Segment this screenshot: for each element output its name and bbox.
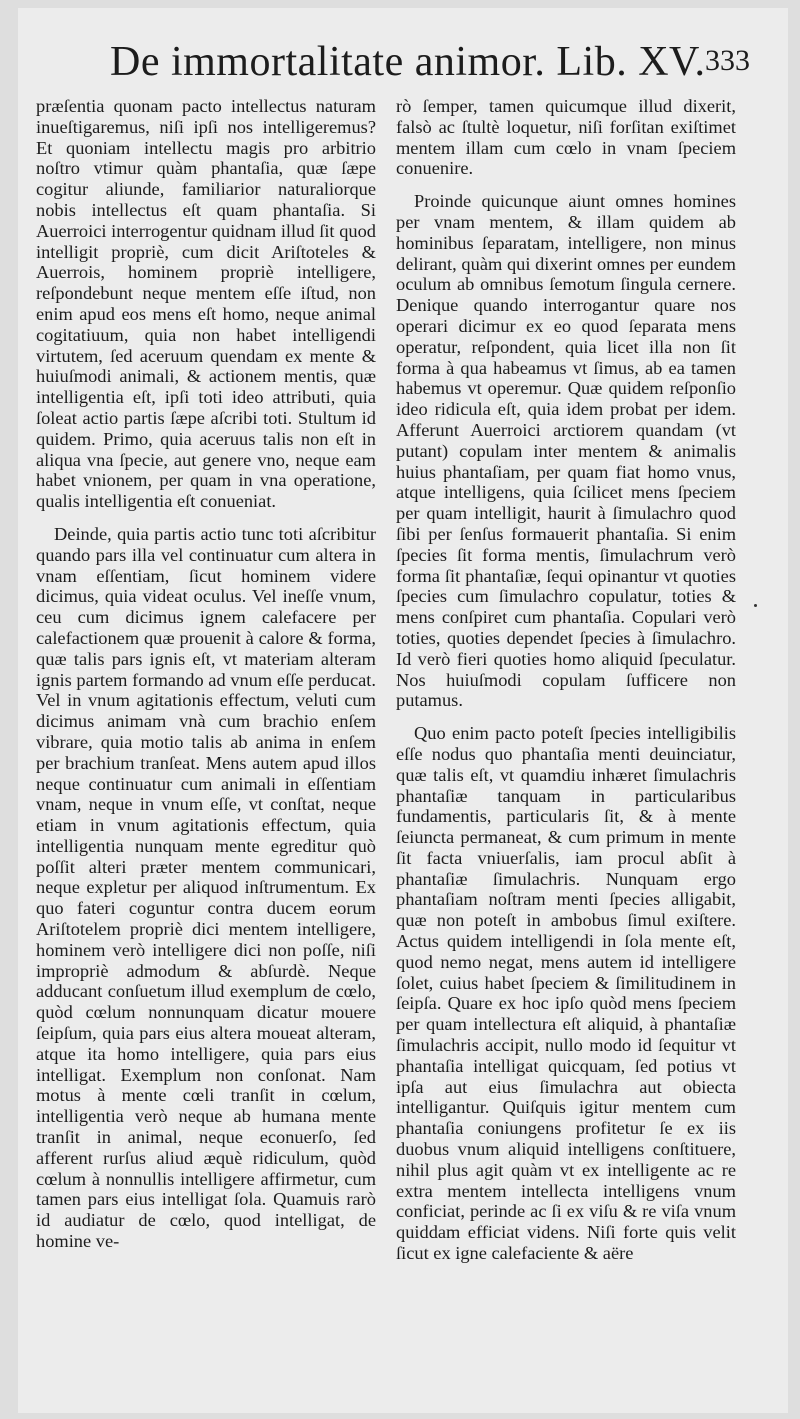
paragraph: Deinde, quia partis actio tunc toti aſcribitur quando pars illa vel continuatur cum altera in vnam eſſentiam, ſicut hominem videre dicimus, quia videat oculus. Vel ineſſe vnum, ceu cum dicimus ignem calefacere per calefactionem quæ prouenit à calore & forma, quæ talis pars ignis eſt, vt materiam alteram ignis partem formando ad vnum eſſe perducat. Vel in vnum agitationis effectum, veluti cum dicimus animam vnà cum brachio enſem vibrare, quia motio talis ab anima in enſem per brachium tranſeat. Mens autem apud illos neque continuatur cum animali in eſſentiam vnam, neque in vnum eſſe, vt conſtat, neque etiam in vnum agitationis effectum, quia intelligentia nunquam mente egreditur quò poſſit alteri præter mentem communicari, neque expletur per aliquod inſtrumentum. Ex quo fateri coguntur contra ducem eorum Ariſtotelem propriè dici mentem intelligere, hominem verò intelligere dici non poſſe, niſi impropriè admodum & abſurdè. Neque adducant conſuetum illud exemplum de cœlo, quòd cœlum nonnunquam dicatur mouere ſeipſum, quia pars eius altera moueat alteram, atque ita homo intelligere, quia pars eius intelligat. Exemplum non conſonat. Nam motus à mente cœli tranſit in cœlum, intelligentia verò neque ab humana mente tranſit in animal, neque econuerſo, ſed afferent rurſus aliud æquè ridiculum, quòd cœlum à nonnullis intelligere affirmetur, cum tamen pars eius intelligat ſola. Quamuis rarò id audiatur de cœlo, quod intelligat, de homine ve- — [36, 523, 376, 1252]
page-header — [110, 38, 750, 94]
paragraph: Quo enim pacto poteſt ſpecies intelligibilis eſſe nodus quo phantaſia menti deuinciatur, quæ talis eſt, vt quamdiu inhæret ſimulachris phantaſiæ tanquam in particularibus fundamentis, particularis ſit, & à mente ſeiuncta permaneat, & cum primum in mente ſit facta vniuerſalis, iam procul abſit à phantaſiæ ſimulachris. Nunquam ergo phantaſiam noſtram menti ſpecies alligabit, quæ non poteſt in ambobus ſimul exiſtere. Actus quidem intelligendi in ſola mente eſt, quod nemo negat, mens autem id intelligere ſolet, cuius habet ſpeciem & ſimilitudinem in ſeipſa. Quare ex hoc ipſo quòd mens ſpeciem per quam intellectura eſt aliquid, à phantaſiæ ſimulachris accipit, nullo modo id ſequitur vt phantaſia intelligat quicquam, ſed potius vt ipſa aut eius ſimulachra aut obiecta intelligantur. Quiſquis igitur mentem cum phantaſia coniungens profitetur ſe ex iis duobus vnum aliquid intelligens conſtituere, nihil plus agit quàm vt ex intelligente ac re extra mentem intellecta intelligens vnum conficiat, perinde ac ſi ex viſu & re viſa vnum quiddam efficiat videns. Niſi forte quis velit ſicut ex igne calefaciente & aëre — [396, 723, 736, 1264]
paragraph: præſentia quonam pacto intellectus naturam inueſtigaremus, niſi ipſi nos intelligeremus? Et quoniam intellectu magis pro arbitrio noſtro vtimur quàm phantaſia, quæ ſæpe cogitur aliunde, familiarior naturaliorque nobis intellectus eſt quam phantaſia. Si Auerroici interrogentur quidnam illud ſit quod intelligit propriè, cum dicit Ariſtoteles & Auerrois, hominem propriè intelligere, reſpondebunt neque mentem eſſe iſtud, non enim apud eos mens eſt homo, neque animal cogitatiuum, quia non habet intelligendi virtutem, ſed aceruum quendam ex mente & huiuſmodi animali, & actionem mentis, quæ intelligentia eſt, ipſi toti ideo attributi, quia ſoleat actio partis ſæpe aſcribi toti. Stultum id quidem. Primo, quia aceruus talis non eſt in aliqua vna ſpecie, aut genere vno, neque eam habet vnionem, per quam in vna operatione, qualis intelligentia eſt conueniat. — [36, 96, 376, 512]
right-column — [396, 96, 736, 1264]
page-number: 333 — [705, 44, 750, 77]
ink-speck — [754, 604, 757, 607]
book-page — [18, 8, 788, 1413]
left-column — [36, 96, 376, 1252]
paragraph: rò ſemper, tamen quicumque illud dixerit, falsò ac ſtultè loquetur, niſi forſitan exiſtimet mentem illam cum cœlo in vnam ſpeciem conuenire. — [396, 96, 736, 179]
paragraph: Proinde quicunque aiunt omnes homines per vnam mentem, & illam quidem ab hominibus ſeparatam, intelligere, non minus delirant, quàm qui dixerint omnes per eundem oculum ab omnibus ſemotum ſingula cernere. Denique quando interrogantur quare nos operari dicimur ex eo quod ſeparata mens operatur, reſpondent, quia licet illa non ſit forma à qua habeamus vt ſimus, ab ea tamen habemus vt operemur. Quæ quidem reſponſio ideo ridicula eſt, quia idem probat per idem. Afferunt Auerroici arctiorem quandam (vt putant) copulam inter mentem & animalis huius phantaſiam, per quam fiat homo vnus, atque intelligens, quia ſcilicet mens ſpeciem per quam intelligit, haurit à ſimulachro quod ſibi per ſenſus formauerit phantaſia. Si enim ſpecies ſit forma mentis, ſimulachrum verò forma ſit phantaſiæ, ſequi opinantur vt quoties ſpecies cum ſimulachro copulatur, toties & mens conſpiret cum phantaſia. Copulari verò toties, quoties dependet ſpecies à ſimulachro. Id verò fieri quoties homo aliquid ſpeculatur. Nos huiuſmodi copulam ſufficere non putamus. — [396, 191, 736, 711]
running-title: De immortalitate animor. Lib. XV. — [110, 39, 706, 85]
